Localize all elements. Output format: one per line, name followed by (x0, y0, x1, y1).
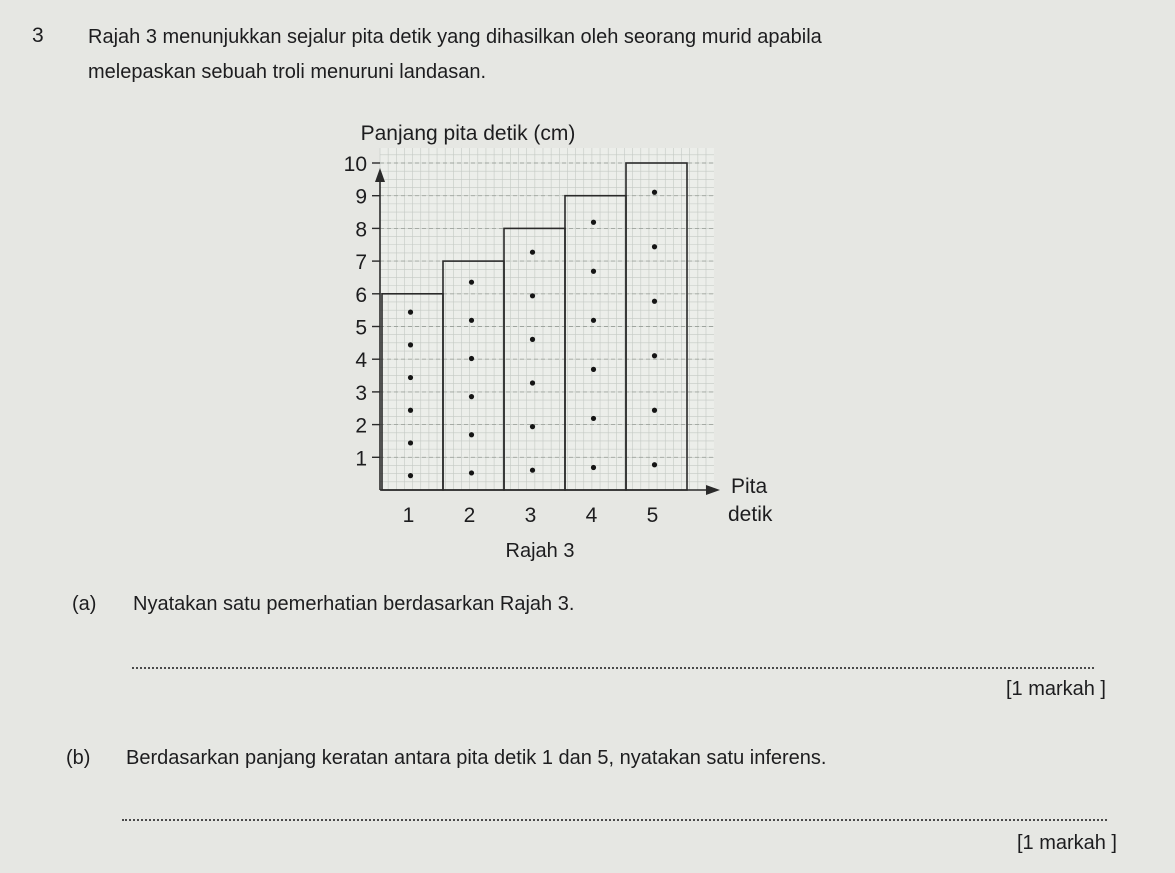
question-intro-line-1: Rajah 3 menunjukkan sejalur pita detik yang dihasilkan oleh seorang murid apabila (88, 26, 822, 48)
part-a-question: Nyatakan satu pemerhatian berdasarkan Rajah 3. (133, 593, 575, 615)
tape-dot (469, 432, 474, 437)
tape-dot (652, 190, 657, 195)
tape-dot (591, 220, 596, 225)
tape-dot (530, 424, 535, 429)
part-b-question: Berdasarkan panjang keratan antara pita detik 1 dan 5, nyatakan satu inferens. (126, 747, 827, 769)
x-tick-label-4: 4 (585, 504, 598, 527)
tape-dot (652, 244, 657, 249)
tape-dot (469, 394, 474, 399)
x-tick-label-2: 2 (463, 504, 476, 527)
question-number: 3 (32, 24, 44, 47)
y-tick-label-2: 2 (355, 414, 367, 438)
y-tick-label-8: 8 (355, 218, 367, 242)
tape-dot (408, 342, 413, 347)
y-tick-label-7: 7 (355, 251, 367, 275)
x-axis-label-line-1: Pita (731, 475, 768, 498)
tape-dot (652, 353, 657, 358)
tape-dot (408, 408, 413, 413)
tape-dot (652, 299, 657, 304)
tape-dot (530, 337, 535, 342)
part-b-label: (b) (66, 747, 91, 769)
figure-caption: Rajah 3 (505, 540, 575, 562)
tape-dot (408, 473, 413, 478)
tape-dot (530, 468, 535, 473)
part-a-answer-line[interactable] (132, 667, 1094, 669)
tape-dot (530, 250, 535, 255)
tape-dot (652, 462, 657, 467)
grid-background (380, 148, 714, 490)
tape-dot (591, 269, 596, 274)
tape-dot (530, 380, 535, 385)
part-a-marks: [1 markah ] (1005, 678, 1106, 700)
x-axis-label-line-2: detik (728, 503, 773, 526)
question-intro-line-2: melepaskan sebuah troli menuruni landasan. (88, 61, 487, 83)
tape-dot (408, 375, 413, 380)
y-tick-label-4: 4 (355, 349, 367, 373)
part-b-answer-line[interactable] (122, 819, 1107, 821)
part-b-marks: [1 markah ] (1016, 832, 1117, 854)
tape-dot (652, 408, 657, 413)
tape-dot (530, 293, 535, 298)
x-tick-label-1: 1 (402, 504, 415, 527)
tape-dot (591, 465, 596, 470)
x-tick-label-5: 5 (646, 504, 659, 527)
x-tick-label-3: 3 (524, 504, 537, 527)
part-a-label: (a) (72, 593, 97, 615)
tape-dot (408, 440, 413, 445)
tape-dot (591, 367, 596, 372)
tape-dot (469, 280, 474, 285)
tape-dot (591, 318, 596, 323)
y-tick-label-9: 9 (355, 185, 367, 209)
chart-grid (380, 148, 714, 490)
tape-dot (408, 310, 413, 315)
tape-dot (469, 318, 474, 323)
y-tick-label-3: 3 (355, 381, 367, 405)
y-tick-label-10: 10 (343, 153, 367, 176)
tape-dot (469, 470, 474, 475)
y-tick-label-1: 1 (355, 447, 367, 471)
y-axis-label: Panjang pita detik (cm) (360, 122, 576, 145)
y-tick-label-6: 6 (355, 283, 367, 307)
tape-dot (591, 416, 596, 421)
tape-dot (469, 356, 474, 361)
y-tick-label-5: 5 (355, 316, 367, 340)
